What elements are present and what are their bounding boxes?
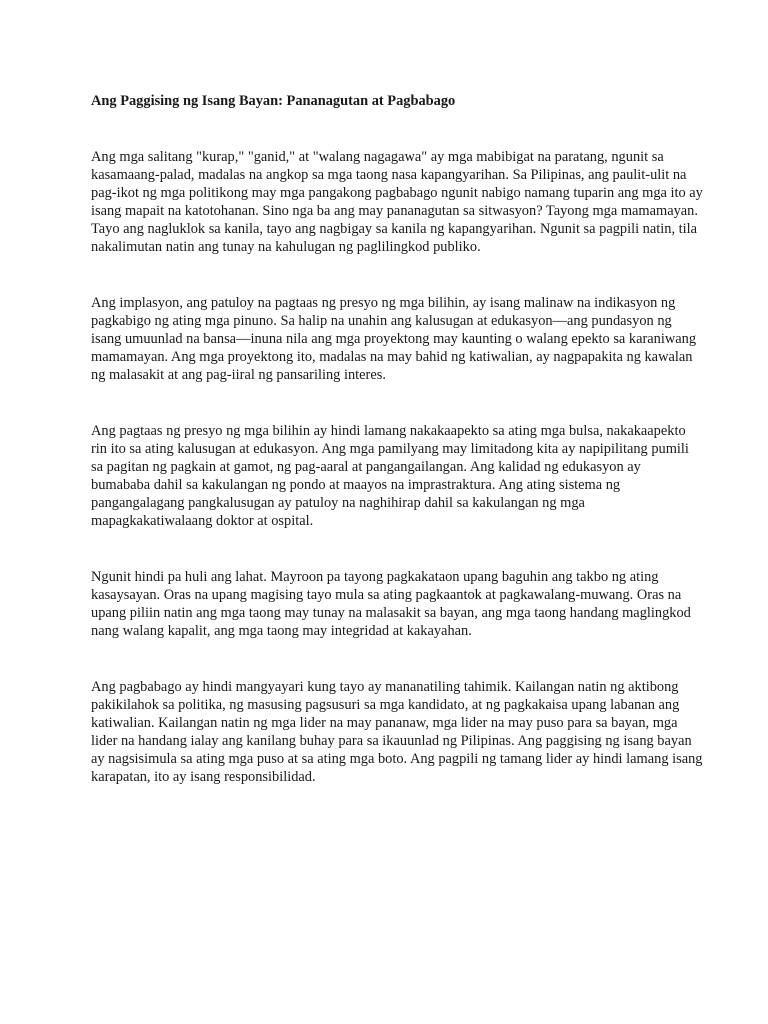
paragraph-line: karapatan, ito ay isang responsibilidad. <box>91 769 316 785</box>
paragraph-line: nakalimutan natin ang tunay na kahulugan ng paglilingkod publiko. <box>91 239 481 255</box>
paragraph-line: bumababa dahil sa kakulangan ng pondo at maayos na imprastraktura. Ang ating sistema ng <box>91 477 621 493</box>
paragraph-line: rin ito sa ating kalusugan at edukasyon. Ang mga pamilyang may limitadong kita ay napipilitang pumili <box>91 441 689 457</box>
paragraph-line: mapagkakatiwalaang doktor at ospital. <box>91 513 314 529</box>
paragraph-line: ng malasakit at ang pag-iiral ng pansariling interes. <box>91 367 386 383</box>
paragraph-2 <box>91 294 697 384</box>
paragraph-line: Tayo ang nagluklok sa kanila, tayo ang nagbigay sa kanila ng kapangyarihan. Ngunit sa pagpili natin, tila <box>91 221 698 237</box>
paragraph-line: katiwalian. Kailangan natin ng mga lider na may pananaw, mga lider na may puso para sa bayan, mga <box>91 715 678 731</box>
paragraph-line: nang walang kapalit, ang mga taong may integridad at kakayahan. <box>91 623 472 639</box>
paragraph-5 <box>91 678 703 786</box>
paragraph-line: Ang pagtaas ng presyo ng mga bilihin ay hindi lamang nakakaapekto sa ating mga bulsa, nakakaapekto <box>91 423 686 439</box>
paragraph-1 <box>91 148 703 256</box>
paragraph-line: upang piliin natin ang mga taong may tunay na malasakit sa bayan, ang mga taong handang maglingkod <box>91 605 691 621</box>
document-body <box>91 92 703 786</box>
paragraph-line: ay nagsisimula sa ating mga puso at sa ating mga boto. Ang pagpili ng tamang lider ay hindi lamang isang <box>91 751 703 767</box>
paragraph-line: isang umuunlad na bansa—inuna nila ang mga proyektong may kaunting o walang epekto sa karaniwang <box>91 331 697 347</box>
paragraph-line: pangangalagang pangkalusugan ay patuloy na naghihirap dahil sa kakulangan ng mga <box>91 495 585 511</box>
paragraph-line: kasamaang-palad, madalas na angkop sa mga taong nasa kapangyarihan. Sa Pilipinas, ang paulit-ulit na <box>91 167 687 183</box>
paragraph-3 <box>91 422 689 530</box>
paragraph-line: kasaysayan. Oras na upang magising tayo mula sa ating pagkaantok at pagkawalang-muwang. Oras na <box>91 587 682 603</box>
document-title: Ang Paggising ng Isang Bayan: Pananagutan at Pagbabago <box>91 93 456 109</box>
paragraph-line: mamamayan. Ang mga proyektong ito, madalas na may bahid ng katiwalian, ay nagpapakita ng kawalan <box>91 349 693 365</box>
paragraph-line: Ngunit hindi pa huli ang lahat. Mayroon pa tayong pagkakataon upang baguhin ang takbo ng ating <box>91 569 659 585</box>
paragraph-line: lider na handang ialay ang kanilang buhay para sa ikauunlad ng Pilipinas. Ang paggising ng isang bayan <box>91 733 692 749</box>
paragraph-line: pakikilahok sa politika, ng masusing pagsusuri sa mga kandidato, at ng pagkakaisa upang labanan ang <box>91 697 680 713</box>
paragraph-line: isang mapait na katotohanan. Sino nga ba ang may pananagutan sa sitwasyon? Tayong mga mamamayan. <box>91 203 698 219</box>
paragraph-line: Ang mga salitang "kurap," "ganid," at "walang nagagawa" ay mga mabibigat na paratang, ngunit sa <box>91 149 664 165</box>
paragraph-line: Ang pagbabago ay hindi mangyayari kung tayo ay mananatiling tahimik. Kailangan natin ng aktibong <box>91 679 679 695</box>
paragraph-line: pagkabigo ng ating mga pinuno. Sa halip na unahin ang kalusugan at edukasyon—ang pundasyon ng <box>91 313 672 329</box>
paragraph-4 <box>91 568 691 640</box>
paragraph-line: pag-ikot ng mga politikong may mga pangakong pagbabago ngunit nabigo namang tuparin ang mga ito ay <box>91 185 703 201</box>
paragraph-line: sa pagitan ng pagkain at gamot, ng pag-aaral at pangangailangan. Ang kalidad ng edukasyon ay <box>91 459 641 475</box>
paragraph-line: Ang implasyon, ang patuloy na pagtaas ng presyo ng mga bilihin, ay isang malinaw na indikasyon ng <box>91 295 676 311</box>
